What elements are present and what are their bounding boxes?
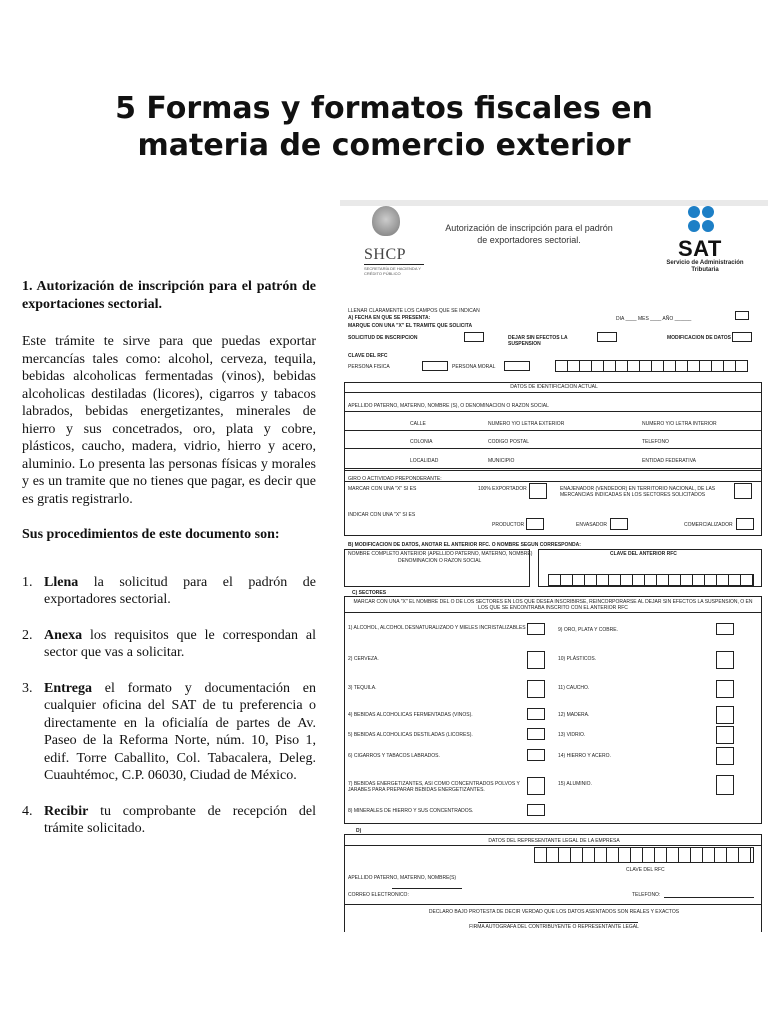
sector-2-checkbox[interactable] bbox=[527, 651, 545, 669]
sector-6-label: 6) CIGARROS Y TABACOS LABRADOS. bbox=[348, 753, 440, 759]
representante-telefono-label: TELEFONO: bbox=[632, 892, 661, 898]
section-d-title: D) bbox=[356, 828, 362, 834]
list-item bbox=[22, 803, 316, 838]
telefono-underline bbox=[664, 897, 754, 898]
sector-13-label: 13) VIDRIO. bbox=[558, 732, 586, 738]
giro-label: GIRO O ACTIVIDAD PREPONDERANTE: bbox=[348, 476, 442, 482]
form-header-title: Autorización de inscripción para el padrón de exportadores sectorial. bbox=[445, 223, 613, 245]
sector-3-label: 3) TEQUILA. bbox=[348, 685, 377, 691]
option-dejar-checkbox[interactable] bbox=[597, 332, 617, 342]
sector-15-label: 15) ALUMINIO. bbox=[558, 781, 592, 787]
productor-checkbox[interactable] bbox=[526, 518, 544, 530]
section-heading: 1. Autorización de inscripción para el patrón de exportaciones sectorial. bbox=[22, 279, 316, 312]
exportador-checkbox[interactable] bbox=[529, 483, 547, 499]
step-verb: Llena bbox=[44, 574, 79, 590]
municipio-label: MUNICIPIO bbox=[488, 458, 515, 464]
procedures-title: Sus procedimientos de este documento son: bbox=[22, 527, 280, 542]
enajenador-label: ENAJENADOR (VENDEDOR) EN TERRITORIO NACIONAL, DE LAS MERCANCIAS INDICADAS EN LOS SECTORES SOLICITADOS bbox=[560, 486, 716, 498]
persona-moral-checkbox[interactable] bbox=[504, 361, 530, 371]
declaracion-text: DECLARO BAJO PROTESTA DE DECIR VERDAD QUE LOS DATOS ASENTADOS SON REALES Y EXACTOS bbox=[428, 909, 680, 915]
identification-section bbox=[344, 382, 762, 482]
entidad-label: ENTIDAD FEDERATIVA bbox=[642, 458, 696, 464]
firma-label: FIRMA AUTOGRAFA DEL CONTRIBUYENTE O REPRESENTANTE LEGAL bbox=[469, 924, 639, 930]
enajenador-checkbox[interactable] bbox=[734, 483, 752, 499]
shcp-subtitle: SECRETARÍA DE HACIENDA Y CRÉDITO PÚBLICO bbox=[364, 266, 421, 276]
step-verb: Anexa bbox=[44, 627, 83, 643]
divider bbox=[344, 448, 762, 449]
representante-nombre-label: APELLIDO PATERNO, MATERNO, NOMBRE(S) bbox=[348, 875, 457, 881]
step-verb: Entrega bbox=[44, 680, 92, 696]
step-number: 1. bbox=[22, 574, 33, 590]
persona-fisica-checkbox[interactable] bbox=[422, 361, 448, 371]
sector-8-label: 8) MINERALES DE HIERRO Y SUS CONCENTRADOS. bbox=[348, 808, 474, 814]
section-c-title: C) SECTORES bbox=[352, 590, 387, 596]
sector-7-label: 7) BEBIDAS ENERGETIZANTES, ASI COMO CONCENTRADOS POLVOS Y JARABES PARA PREPARAR BEBIDAS ENERGETIZANTES. bbox=[348, 781, 520, 793]
list-item bbox=[22, 627, 316, 662]
num-ext-label: NUMERO Y/O LETRA EXTERIOR bbox=[488, 421, 565, 427]
step-text: la solicitud para el padrón de exportadores sectorial. bbox=[44, 574, 316, 607]
clave-anterior-label: CLAVE DEL ANTERIOR RFC bbox=[610, 551, 677, 557]
sector-1-checkbox[interactable] bbox=[527, 623, 545, 635]
localidad-label: LOCALIDAD bbox=[410, 458, 439, 464]
representante-title: DATOS DEL REPRESENTANTE LEGAL DE LA EMPRESA bbox=[488, 838, 620, 844]
cp-label: CODIGO POSTAL bbox=[488, 439, 530, 445]
persona-moral-label: PERSONA MORAL bbox=[452, 364, 496, 370]
sector-10-checkbox[interactable] bbox=[716, 651, 734, 669]
comercializador-label: COMERCIALIZADOR bbox=[684, 522, 733, 528]
step-number: 3. bbox=[22, 680, 33, 696]
divider bbox=[344, 845, 762, 846]
step-number: 4. bbox=[22, 803, 33, 819]
identification-title: DATOS DE IDENTIFICACION ACTUAL bbox=[510, 384, 598, 390]
representante-rfc-label: CLAVE DEL RFC bbox=[626, 867, 665, 873]
form-image bbox=[340, 200, 768, 932]
option-inscripcion-label: SOLICITUD DE INSCRIPCION bbox=[348, 335, 418, 341]
envasador-label: ENVASADOR bbox=[576, 522, 608, 528]
representante-rfc-boxes[interactable] bbox=[534, 847, 754, 863]
sector-13-checkbox[interactable] bbox=[716, 726, 734, 744]
instruction-1: LLENAR CLARAMENTE LOS CAMPOS QUE SE INDICAN bbox=[348, 308, 480, 314]
sector-3-checkbox[interactable] bbox=[527, 680, 545, 698]
sector-12-checkbox[interactable] bbox=[716, 706, 734, 724]
sector-7-checkbox[interactable] bbox=[527, 777, 545, 795]
sector-5-label: 5) BEBIDAS ALCOHOLICAS DESTILADAS (LICORES). bbox=[348, 732, 473, 738]
option-modificacion-label: MODIFICACION DE DATOS bbox=[667, 335, 731, 341]
divider bbox=[344, 411, 762, 412]
calle-label: CALLE bbox=[410, 421, 426, 427]
sector-11-checkbox[interactable] bbox=[716, 680, 734, 698]
section-b-title: B) MODIFICACION DE DATOS, ANOTAR EL ANTERIOR RFC. O NOMBRE SEGUN CORRESPONDA: bbox=[348, 542, 581, 548]
envasador-checkbox[interactable] bbox=[610, 518, 628, 530]
step-text: el formato y documentación en cualquier oficina del SAT de tu preferencia o directamente en la oficialía de partes de Av. Paseo de la Reforma Norte, núm. 10, Piso 1, edif. Torre Caballito, Col. Tabacalera, Deleg. Cuauhtémoc, C.P. 06030, Ciudad de México. bbox=[44, 680, 316, 783]
indicar-si-label: INDICAR CON UNA "X" SI ES bbox=[348, 512, 416, 518]
step-text: los requisitos que le correspondan al sector que vas a solicitar. bbox=[44, 627, 316, 660]
step-number: 2. bbox=[22, 627, 33, 643]
divider bbox=[344, 430, 762, 431]
correo-label: CORREO ELECTRONICO: bbox=[348, 892, 409, 898]
shcp-logo: SHCP bbox=[364, 246, 407, 263]
option-dejar-label: DEJAR SIN EFECTOS LA SUSPENSION bbox=[508, 335, 568, 347]
sector-2-label: 2) CERVEZA. bbox=[348, 656, 379, 662]
num-int-label: NUMERO Y/O LETRA INTERIOR bbox=[642, 421, 717, 427]
list-item bbox=[22, 680, 316, 785]
sector-15-checkbox[interactable] bbox=[716, 775, 734, 795]
colonia-label: COLONIA bbox=[410, 439, 433, 445]
sector-4-label: 4) BEBIDAS ALCOHOLICAS FERMENTADAS (VINOS). bbox=[348, 712, 473, 718]
rfc-label: CLAVE DEL RFC bbox=[348, 353, 388, 359]
exportador-label: 100% EXPORTADOR bbox=[478, 486, 527, 492]
option-modificacion-checkbox[interactable] bbox=[732, 332, 752, 342]
instruction-2: A) FECHA EN QUE SE PRESENTA: bbox=[348, 315, 431, 321]
sector-6-checkbox[interactable] bbox=[527, 749, 545, 761]
step-verb: Recibir bbox=[44, 803, 89, 819]
section-c-description: MARCAR CON UNA "X" EL NOMBRE DEL O DE LOS SECTORES EN LOS QUE DESEA INSCRIBIRSE, REINCORPORARSE AL DEJAR SIN EFECTOS LA SUSPENSION, O EN LOS QUE SE ENCONTRABA INSCRITO CON EL ANTERIOR RFC bbox=[353, 599, 753, 611]
sector-10-label: 10) PLÁSTICOS. bbox=[558, 656, 597, 662]
instruction-3: MARQUE CON UNA "X" EL TRAMITE QUE SOLICITA bbox=[348, 323, 473, 329]
title-line-1: 5 Formas y formatos fiscales en bbox=[115, 91, 653, 126]
intro-paragraph: Este trámite te sirve para que puedas exportar mercancías tales como: alcohol, cerveza, tequila, bebidas alcoholicas fermentadas (vinos), bebidas alcoholicas destiladas (licores), cigarros y tabacos labrados, bebidas energetizantes, minerales de hierro y sus concetrados, oro, plata y cobre, plásticos, caucho, madera, vidrio, hierro y acero, aluminio. Lo presenta las personas físicas y morales y es un tramite que no tienes que pagar, es decir que es gratis registrarlo. bbox=[22, 334, 316, 507]
correo-underline bbox=[392, 888, 462, 889]
sat-logo: SAT bbox=[678, 236, 722, 261]
sector-11-label: 11) CAUCHO. bbox=[558, 685, 590, 691]
sat-subtitle: Servicio de Administración Tributaria bbox=[666, 260, 744, 273]
telefono-label: TELEFONO bbox=[642, 439, 669, 445]
sector-5-checkbox[interactable] bbox=[527, 728, 545, 740]
sat-logo-icon bbox=[686, 204, 716, 234]
divider bbox=[344, 612, 762, 613]
sector-8-checkbox[interactable] bbox=[527, 804, 545, 816]
description-column bbox=[22, 278, 316, 856]
apellido-label: APELLIDO PATERNO, MATERNO, NOMBRE (S), O DENOMINACION O RAZON SOCIAL bbox=[348, 403, 549, 409]
rfc-boxes[interactable] bbox=[555, 360, 748, 372]
page-title bbox=[0, 90, 768, 164]
shcp-crest-icon bbox=[372, 206, 400, 236]
sector-9-checkbox[interactable] bbox=[716, 623, 734, 635]
productor-label: PRODUCTOR bbox=[492, 522, 525, 528]
divider bbox=[344, 468, 762, 469]
divider bbox=[344, 904, 762, 905]
step-text: tu comprobante de recepción del trámite solicitado. bbox=[44, 803, 316, 836]
sector-14-label: 14) HIERRO Y ACERO. bbox=[558, 753, 611, 759]
sector-9-label: 9) ORO, PLATA Y COBRE. bbox=[558, 627, 618, 633]
nombre-anterior-label: NOMBRE COMPLETO ANTERIOR (APELLIDO PATERNO, MATERNO, NOMBRE) bbox=[348, 551, 533, 557]
sector-1-label: 1) ALCOHOL, ALCOHOL DESNATURALIZADO Y MIELES INCRISTALIZABLES bbox=[348, 625, 526, 631]
divider bbox=[344, 392, 762, 393]
date-checkbox[interactable] bbox=[735, 311, 749, 320]
sector-14-checkbox[interactable] bbox=[716, 747, 734, 765]
list-item bbox=[22, 574, 316, 609]
sector-4-checkbox[interactable] bbox=[527, 708, 545, 720]
option-inscripcion-checkbox[interactable] bbox=[464, 332, 484, 342]
comercializador-checkbox[interactable] bbox=[736, 518, 754, 530]
date-label: DIA ____ MES ____ AÑO ______ bbox=[616, 316, 692, 322]
title-line-2: materia de comercio exterior bbox=[137, 128, 631, 163]
denominacion-anterior-label: DENOMINACION O RAZON SOCIAL bbox=[398, 558, 482, 564]
marcar-si-label: MARCAR CON UNA "X" SI ES bbox=[348, 486, 417, 492]
clave-anterior-boxes[interactable] bbox=[548, 574, 754, 586]
firma-line bbox=[478, 922, 638, 923]
procedure-list bbox=[22, 574, 316, 838]
shcp-underline bbox=[364, 264, 424, 265]
sector-12-label: 12) MADERA. bbox=[558, 712, 590, 718]
persona-fisica-label: PERSONA FISICA bbox=[348, 364, 390, 370]
